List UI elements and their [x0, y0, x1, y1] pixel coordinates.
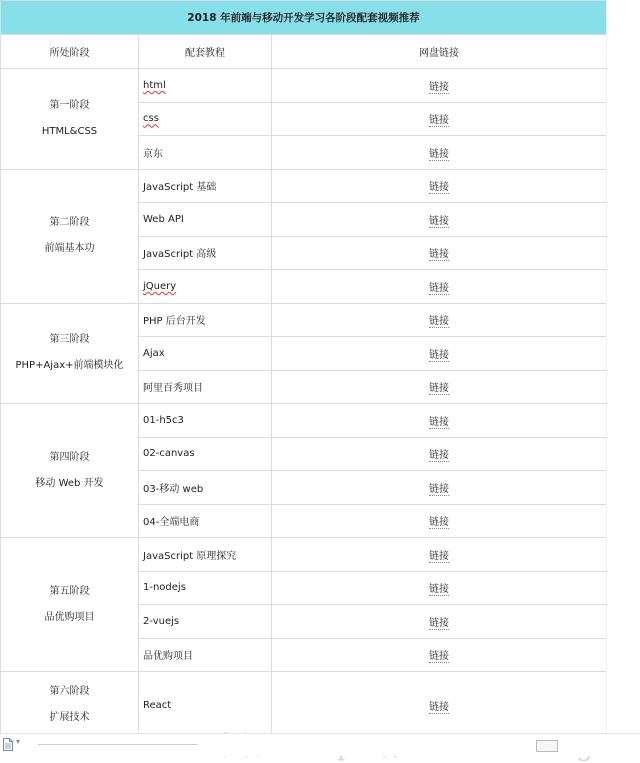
course-cell [139, 236, 272, 270]
netdisk-link[interactable]: 链接 [429, 517, 449, 529]
link-cell [272, 337, 607, 371]
stage-subtitle: 品优购项目 [44, 611, 95, 623]
stage-subtitle: 前端基本功 [44, 243, 95, 254]
course-cell [139, 337, 272, 371]
netdisk-link[interactable]: 链接 [429, 148, 449, 160]
course-name: html [143, 79, 166, 91]
stage-name: 第四阶段 [49, 451, 90, 463]
course-name: 京东 [143, 148, 163, 160]
status-bar [0, 733, 640, 756]
view-toggle-button[interactable] [536, 740, 558, 752]
stage-name: 第六阶段 [49, 686, 90, 697]
course-name: JavaScript 高级 [143, 249, 217, 261]
link-cell [272, 605, 607, 639]
netdisk-link[interactable]: 链接 [429, 483, 449, 495]
course-name: 品优购项目 [143, 651, 193, 663]
netdisk-link[interactable]: 链接 [429, 316, 449, 328]
link-cell [272, 437, 607, 471]
course-cell [139, 203, 272, 237]
link-cell [272, 69, 607, 103]
course-cell [139, 270, 272, 304]
netdisk-link[interactable]: 链接 [429, 584, 449, 596]
table-row [1, 538, 607, 572]
header-link: 网盘链接 [272, 35, 607, 69]
netdisk-link[interactable]: 链接 [429, 115, 449, 127]
course-name: 阿里百秀项目 [143, 383, 203, 395]
course-cell [139, 303, 272, 337]
link-cell [272, 303, 607, 337]
course-cell [139, 437, 272, 471]
stage-subtitle: 移动 Web 开发 [35, 477, 104, 489]
link-cell [272, 270, 607, 304]
stage-cell [1, 538, 139, 672]
stage-subtitle: HTML&CSS [41, 125, 98, 137]
table-title: 2018 年前端与移动开发学习各阶段配套视频推荐 [1, 1, 607, 35]
course-cell [139, 538, 272, 572]
link-cell [272, 203, 607, 237]
netdisk-link[interactable]: 链接 [429, 701, 449, 713]
status-divider [38, 744, 198, 745]
table-row [1, 303, 607, 337]
table-row [1, 404, 607, 438]
course-name: Web API [143, 213, 184, 225]
netdisk-link[interactable]: 链接 [429, 81, 449, 93]
link-cell [272, 102, 607, 136]
stage-name: 第三阶段 [49, 334, 90, 346]
course-cell [139, 504, 272, 538]
netdisk-link[interactable]: 链接 [429, 349, 449, 361]
netdisk-link[interactable]: 链接 [429, 651, 449, 663]
link-cell [272, 236, 607, 270]
header-course: 配套教程 [139, 35, 272, 69]
course-cell [139, 136, 272, 170]
course-cell [139, 471, 272, 505]
right-margin [606, 0, 640, 755]
stage-subtitle: PHP+Ajax+前端模块化 [15, 360, 124, 372]
table-row [1, 69, 607, 103]
netdisk-link[interactable]: 链接 [429, 383, 449, 395]
course-cell [139, 638, 272, 672]
stage-subtitle: 扩展技术 [49, 712, 90, 723]
link-cell [272, 370, 607, 404]
stage-name: 第二阶段 [49, 217, 90, 228]
course-name: 04-全端电商 [143, 517, 200, 529]
link-cell [272, 638, 607, 672]
netdisk-link[interactable]: 链接 [429, 550, 449, 562]
netdisk-link[interactable]: 链接 [429, 249, 449, 261]
stage-cell [1, 169, 139, 303]
netdisk-link[interactable]: 链接 [429, 450, 449, 462]
link-cell [272, 169, 607, 203]
stage-cell [1, 672, 139, 739]
course-name: JavaScript 基础 [143, 182, 217, 194]
link-cell [272, 136, 607, 170]
course-cell [139, 571, 272, 605]
course-name: 1-nodejs [143, 582, 186, 594]
stage-cell [1, 69, 139, 170]
table-row [1, 169, 607, 203]
netdisk-link[interactable]: 链接 [429, 182, 449, 194]
link-cell [272, 571, 607, 605]
course-name: 02-canvas [143, 448, 195, 460]
document-icon[interactable] [3, 738, 13, 751]
link-cell [272, 504, 607, 538]
course-name: PHP 后台开发 [143, 316, 206, 328]
course-name: 01-h5c3 [143, 414, 184, 426]
netdisk-link[interactable]: 链接 [429, 282, 449, 294]
course-name: css [143, 113, 159, 125]
course-cell [139, 370, 272, 404]
link-cell [272, 471, 607, 505]
course-cell [139, 102, 272, 136]
netdisk-link[interactable]: 链接 [429, 215, 449, 227]
netdisk-link[interactable]: 链接 [429, 416, 449, 428]
course-cell [139, 404, 272, 438]
course-name: React [143, 699, 172, 711]
course-cell [139, 169, 272, 203]
stage-name: 第一阶段 [49, 99, 90, 111]
chevron-down-icon[interactable]: ▾ [16, 737, 21, 746]
course-name: Ajax [143, 347, 165, 359]
course-cell [139, 69, 272, 103]
link-cell [272, 538, 607, 572]
course-name: JavaScript 原理探究 [143, 550, 237, 562]
stage-cell [1, 404, 139, 538]
course-name: 2-vuejs [143, 615, 180, 627]
course-cell [139, 605, 272, 639]
netdisk-link[interactable]: 链接 [429, 617, 449, 629]
stage-name: 第五阶段 [49, 585, 90, 597]
course-name: 03-移动 web [143, 483, 204, 495]
header-stage: 所处阶段 [1, 35, 139, 69]
course-name: jQuery [143, 280, 177, 292]
stage-cell [1, 303, 139, 404]
link-cell [272, 404, 607, 438]
